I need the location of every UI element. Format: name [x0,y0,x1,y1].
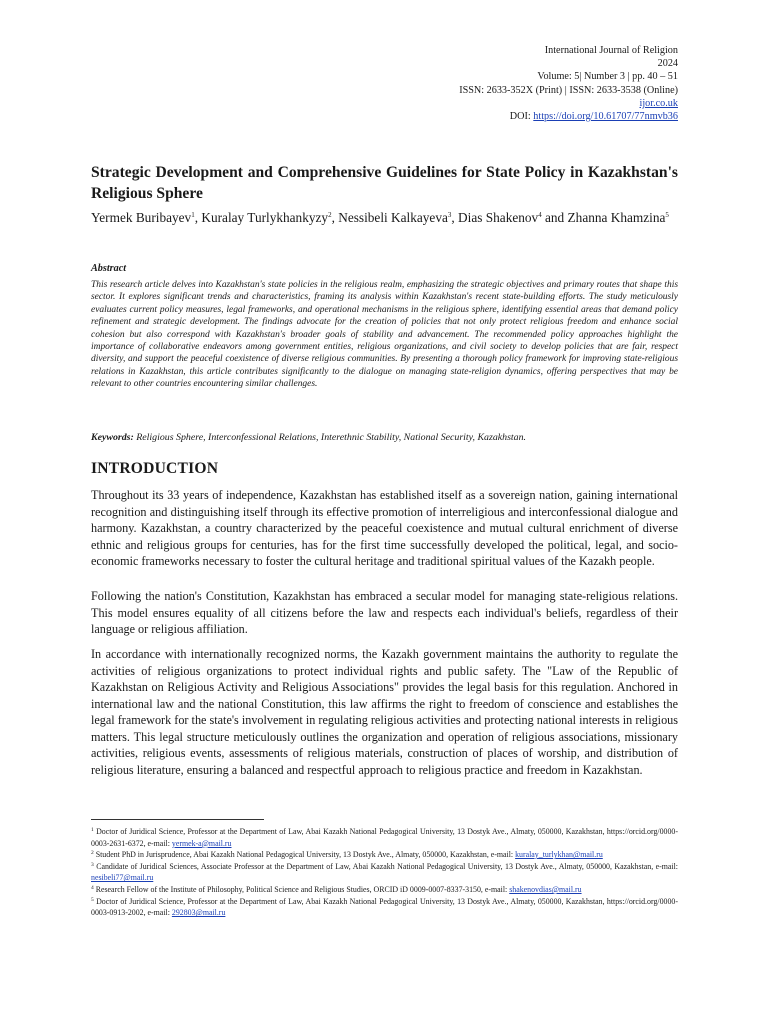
footnote-text: Research Fellow of the Institute of Philosophy, Political Science and Religious Studies, ORCID iD 0009-0007-8337-3150, e-mail: [93,884,510,894]
website-link[interactable]: ijor.co.uk [639,97,678,109]
body-paragraph: Following the nation's Constitution, Kazakhstan has embraced a secular model for managing state-religious relations. This model ensures equality of all citizens before the law and respects each individual's beliefs, regardless of their language or religious affiliation. [91,589,678,636]
footnotes [91,826,678,919]
footnote-text: Candidate of Juridical Sciences, Associate Professor at the Department of Law, Abai Kazakh National Pedagogical University, 13 Dostyk Ave., Almaty, 050000, Kazakhstan, e-mail: [93,861,678,871]
abstract-text: This research article delves into Kazakhstan's state policies in the religious realm, emphasizing the strategic objectives and primary routes that shape this sector. It explores significant trends and characteristics, framing its analysis within Kazakhstan's recent state-building efforts. The study meticulously evaluates current policy measures, legal frameworks, and operational mechanisms in the religious sphere, identifying essential areas that demand policy refinement and strategic development. The findings advocate for the creation of policies that not only protect religious freedom and enhance social cohesion but also correspond with Kazakhstan's broader goals of stability and advancement. The recommended policy approaches highlight the importance of collaborative endeavors among government entities, religious organizations, and civil society to develop policies that are fair, respect diversity, and support the peaceful coexistence of diverse religious communities. By presenting a thorough policy framework for improving state-religious relations in Kazakhstan, this article contributes significantly to the dialogue on managing state-religion dynamics, offering perspectives that may be relevant to other countries encountering similar challenges. [91,280,678,390]
footnote-mark: 5 [91,896,94,903]
body-paragraph: Throughout its 33 years of independence, Kazakhstan has established itself as a sovereign nation, gaining international recognition and distinguishing itself through its effective promotion of interreligious and interconfessional dialogue and harmony. Kazakhstan, a country characterized by the peaceful coexistence and mutual cultural enrichment of diverse ethnic and religious groups for centuries, has for the first time successfully developed the political, legal, and socio-economic frameworks necessary to foster the cultural heritage and traditional spiritual values of the Kazakh people. [91,488,678,568]
doi-label: DOI: [509,111,534,123]
footnote [91,884,678,896]
footnote-text: Doctor of Juridical Science, Professor at the Department of Law, Abai Kazakh National Pedagogical University, 13 Dostyk Ave., Almaty, 050000, Kazakhstan, https://orcid.org/0000-0003-0913-2002, e-mail: [91,896,678,918]
doi-link[interactable]: https://doi.org/10.61707/77nmvb36 [533,111,678,123]
author-affiliation-mark[interactable]: 4 [538,211,542,219]
website-line [258,97,678,110]
author-separator: and [541,210,568,225]
footnote-text: Student PhD in Jurisprudence, Abai Kazakh National Pedagogical University, 13 Dostyk Ave., Almaty, 050000, Kazakhstan, e-mail: [93,850,516,860]
footnote [91,861,678,884]
keywords-text: Religious Sphere, Interconfessional Relations, Interethnic Stability, National Security, Kazakhstan. [133,432,527,443]
author-name: Dias Shakenov [458,210,539,225]
email-link[interactable]: nesibeli77@mail.ru [91,873,154,883]
footnote-divider [91,819,264,820]
email-link[interactable]: yermek-a@mail.ru [171,838,232,848]
author-name: Kuralay Turlykhankyzy [201,210,329,225]
author-separator: , [331,210,339,225]
author-name: Nessibeli Kalkayeva [338,210,448,225]
issn-info: ISSN: 2633-352X (Print) | ISSN: 2633-3538 (Online) [459,84,678,96]
footnote-mark: 1 [91,827,94,833]
author-list [91,209,678,228]
footnote-mark: 2 [91,850,94,857]
author-affiliation-mark[interactable]: 2 [328,211,332,219]
paper-title: Strategic Development and Comprehensive Guidelines for State Policy in Kazakhstan's Religious Sphere [91,164,678,202]
volume-info: Volume: 5| Number 3 | pp. 40 – 51 [537,71,678,83]
footnote [91,896,678,919]
footnote [91,849,678,861]
doi-line [258,110,678,123]
journal-name: International Journal of Religion [544,45,678,56]
journal-header [258,44,678,123]
footnote-mark: 3 [91,861,94,868]
abstract-heading: Abstract [91,263,127,274]
body-paragraph: In accordance with internationally recognized norms, the Kazakh government maintains the authority to regulate the activities of religious organizations to protect individual rights and public safety. The "Law of the Republic of Kazakhstan on Religious Activity and Religious Associations" provides the legal basis for this regulation. Anchored in international law and the national Constitution, this law affirms the right to freedom of conscience and establishes the legal framework for the state's involvement in regulating religious activities and protecting national interests in religious matters. This legal structure meticulously outlines the organization and operation of religious associations, missionary activities, religious events, assessments of religious materials, construction of places of worship, and distribution of religious literature, ensuring a balanced and respectful approach to religious practice and freedom in Kazakhstan. [91,647,678,777]
author-affiliation-mark[interactable]: 5 [665,211,669,219]
email-link[interactable]: shakenovdias@mail.ru [509,884,582,894]
author-affiliation-mark[interactable]: 3 [447,211,452,219]
footnote-text: Doctor of Juridical Science, Professor at the Department of Law, Abai Kazakh National Pedagogical University, 13 Dostyk Ave., Almaty, 050000, Kazakhstan, https://orcid.org/0000-0003-2631-6372, e-mail: [91,827,678,848]
email-link[interactable]: kuralay_turlykhan@mail.ru [515,850,603,860]
keywords-label: Keywords: [91,432,134,443]
keywords-line [91,432,678,444]
author-separator: , [194,210,202,225]
footnote-mark: 4 [91,884,94,891]
section-heading-introduction: INTRODUCTION [91,460,219,477]
footnote [91,826,678,849]
author-affiliation-mark[interactable]: 1 [191,211,195,219]
publication-year: 2024 [657,58,678,70]
author-separator: , [451,210,459,225]
author-name: Zhanna Khamzina [567,210,666,225]
email-link[interactable]: 292803@mail.ru [171,908,226,918]
author-name: Yermek Buribayev [91,210,192,225]
